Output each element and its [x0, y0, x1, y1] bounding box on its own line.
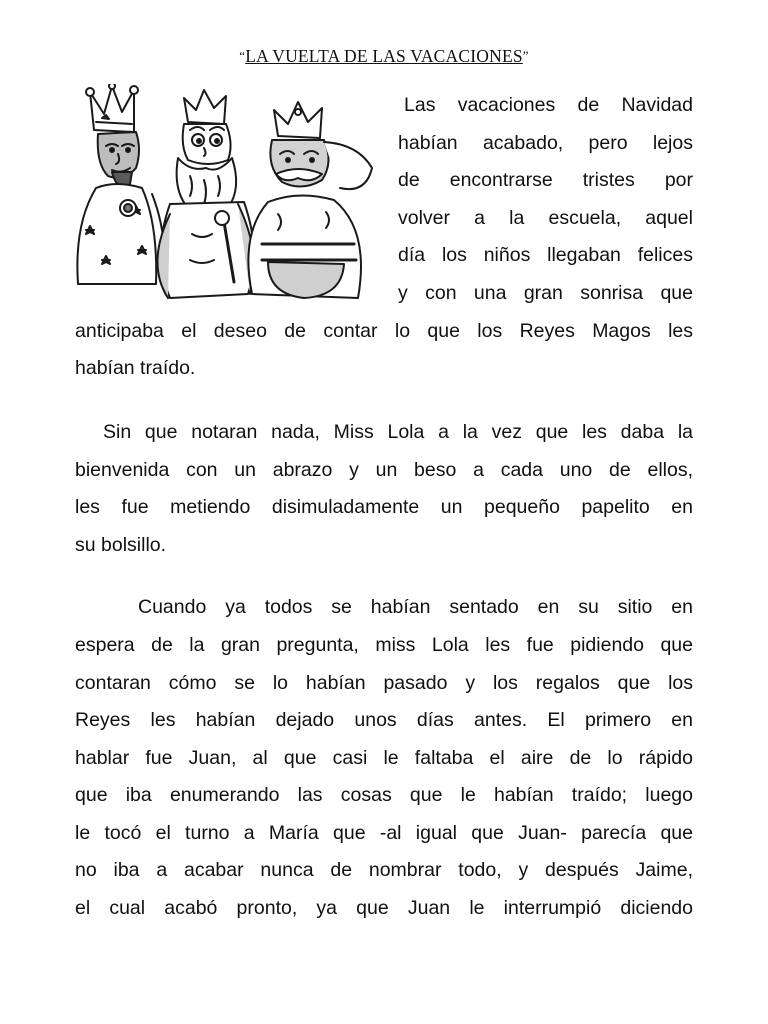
paragraph-3-line-3: contaran cómo se lo habían pasado y los regalos que los: [75, 672, 693, 694]
paragraph-2-line-3: les fue metiendo disimuladamente un pequeño papelito en: [75, 496, 693, 518]
paragraph-1-line-1: Las vacaciones de Navidad: [404, 94, 693, 116]
paragraph-1-line-5: día los niños llegaban felices: [398, 244, 693, 266]
paragraph-1-line-7: anticipaba el deseo de contar lo que los Reyes Magos les: [75, 320, 693, 342]
paragraph-1-line-3: de encontrarse tristes por: [398, 169, 693, 191]
paragraph-2-line-1: Sin que notaran nada, Miss Lola a la vez que les daba la: [103, 421, 693, 443]
paragraph-3-line-9: el cual acabó pronto, ya que Juan le interrumpió diciendo: [75, 897, 693, 919]
paragraph-3-line-7: le tocó el turno a María que -al igual que Juan- parecía que: [75, 822, 693, 844]
paragraph-2-line-4: su bolsillo.: [75, 534, 167, 556]
paragraph-1-line-8: habían traído.: [75, 357, 196, 379]
paragraph-3-line-1: Cuando ya todos se habían sentado en su sitio en: [138, 596, 693, 618]
paragraph-3-line-5: hablar fue Juan, al que casi le faltaba el aire de lo rápido: [75, 747, 693, 769]
paragraph-1-line-6: y con una gran sonrisa que: [398, 282, 693, 304]
title-text: LA VUELTA DE LAS VACACIONES: [245, 46, 523, 66]
paragraph-3-line-4: Reyes les habían dejado unos días antes. El primero en: [75, 709, 693, 731]
paragraph-3-line-8: no iba a acabar nunca de nombrar todo, y después Jaime,: [75, 859, 693, 881]
title-open-quote: “: [239, 48, 246, 63]
paragraph-3-line-2: espera de la gran pregunta, miss Lola les fue pidiendo que: [75, 634, 693, 656]
paragraph-2-line-2: bienvenida con un abrazo y un beso a cada uno de ellos,: [75, 459, 693, 481]
paragraph-1-line-2: habían acabado, pero lejos: [398, 132, 693, 154]
paragraph-1-line-4: volver a la escuela, aquel: [398, 207, 693, 229]
paragraph-3-line-6: que iba enumerando las cosas que le habían traído; luego: [75, 784, 693, 806]
document-title: [0, 46, 768, 67]
title-close-quote: ”: [522, 48, 529, 63]
